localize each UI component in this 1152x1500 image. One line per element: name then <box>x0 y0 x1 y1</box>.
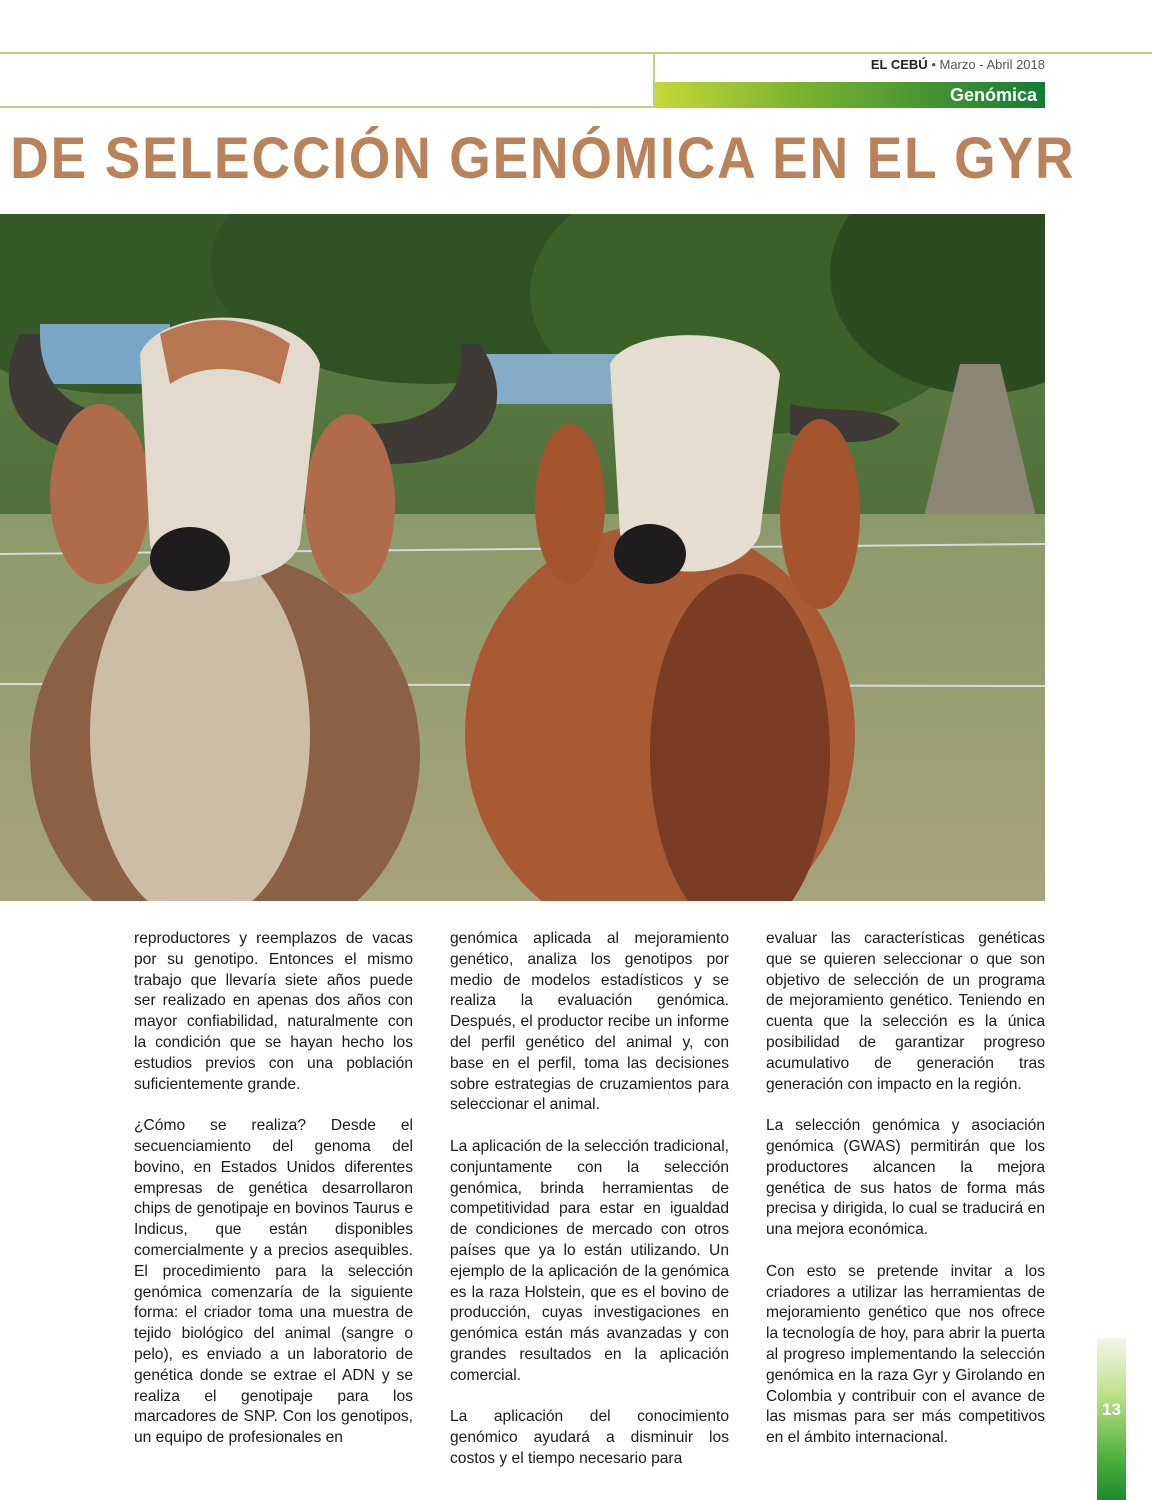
header-bottom-rule <box>0 106 655 108</box>
page-number: 13 <box>1102 1400 1121 1419</box>
cattle-photo <box>0 214 1045 901</box>
paragraph: ¿Cómo se realiza? Desde el secuenciamiento del genoma del bovino, en Estados Unidos diferentes empresas de genética desarrollaron chips de genotipaje en bovinos Taurus e Indicus, que están disponibles comercialmente y a precios asequibles. El procedimiento para la selección genómica comenzaría de la siguiente forma: el criador toma una muestra de tejido biológico del animal (sangre o pelo), es enviado a un laboratorio de genética donde se extrae el ADN y se realiza el genotipaje para los marcadores de SNP. Con los genotipos, un equipo de profesionales en <box>134 1117 413 1447</box>
paragraph: La aplicación de la selección tradicional, conjuntamente con la selección genómica, brinda herramientas de competitividad para estar en igualdad de condiciones de mercado con otros países que ya lo están utilizando. Un ejemplo de la aplicación de la genómica es la raza Holstein, que es el bovino de producción, cuyas investigaciones en genómica están más avanzadas y con grandes resultados en la aplicación comercial. <box>450 1137 729 1384</box>
paragraph: La aplicación del conocimiento genómico ayudará a disminuir los costos y el tiempo necesario para <box>450 1408 729 1467</box>
masthead <box>871 57 1045 72</box>
section-bar <box>655 82 1045 108</box>
paragraph: La selección genómica y asociación genómica (GWAS) permitirán que los productores alcancen la mejora genética de sus hatos de forma más precisa y dirigida, lo cual se traducirá en una mejora económica. <box>766 1117 1045 1239</box>
text-column-2 <box>450 929 729 1491</box>
magazine-name: EL CEBÚ <box>870 57 928 72</box>
header-top-rule <box>0 52 1152 54</box>
paragraph: evaluar las características genéticas que se quieren seleccionar o que son objetivo de selección de un programa de mejoramiento genético. Teniendo en cuenta que la selección es la única posibilidad de garantizar progreso acumulativo de generación tras generación con impacto en la región. <box>766 930 1045 1093</box>
paragraph: Con esto se pretende invitar a los criadores a utilizar las herramientas de mejoramiento genético que nos ofrece la tecnología de hoy, para abrir la puerta al progreso implementando la selección genómica en la raza Gyr y Girolando en Colombia y contribuir con el avance de las mismas para ser más competitivos en el ámbito internacional. <box>766 1262 1045 1447</box>
gyr-bulls-illustration <box>0 214 1045 901</box>
page-number-tab <box>1097 1338 1126 1500</box>
paragraph: genómica aplicada al mejoramiento genético, analiza los genotipos por medio de modelos estadísticos y se realiza la evaluación genómica. Después, el productor recibe un informe del perfil genético del animal y, con base en el perfil, toma las decisiones sobre estrategias de cruzamientos para seleccionar el animal. <box>450 930 729 1114</box>
text-column-3 <box>766 929 1045 1470</box>
article-headline: DE SELECCIÓN GENÓMICA EN EL GYR <box>10 126 1076 191</box>
masthead-separator: • <box>931 57 936 72</box>
text-column-1 <box>134 929 413 1470</box>
section-label: Genómica <box>949 85 1037 105</box>
issue-date: Marzo - Abril 2018 <box>939 57 1045 72</box>
paragraph: reproductores y reemplazos de vacas por su genotipo. Entonces el mismo trabajo que llevaría siete años puede ser realizado en apenas dos años con mayor confiabilidad, naturalmente con la condición que se hayan hecho los estudios previos con una población suficientemente grande. <box>134 930 413 1093</box>
